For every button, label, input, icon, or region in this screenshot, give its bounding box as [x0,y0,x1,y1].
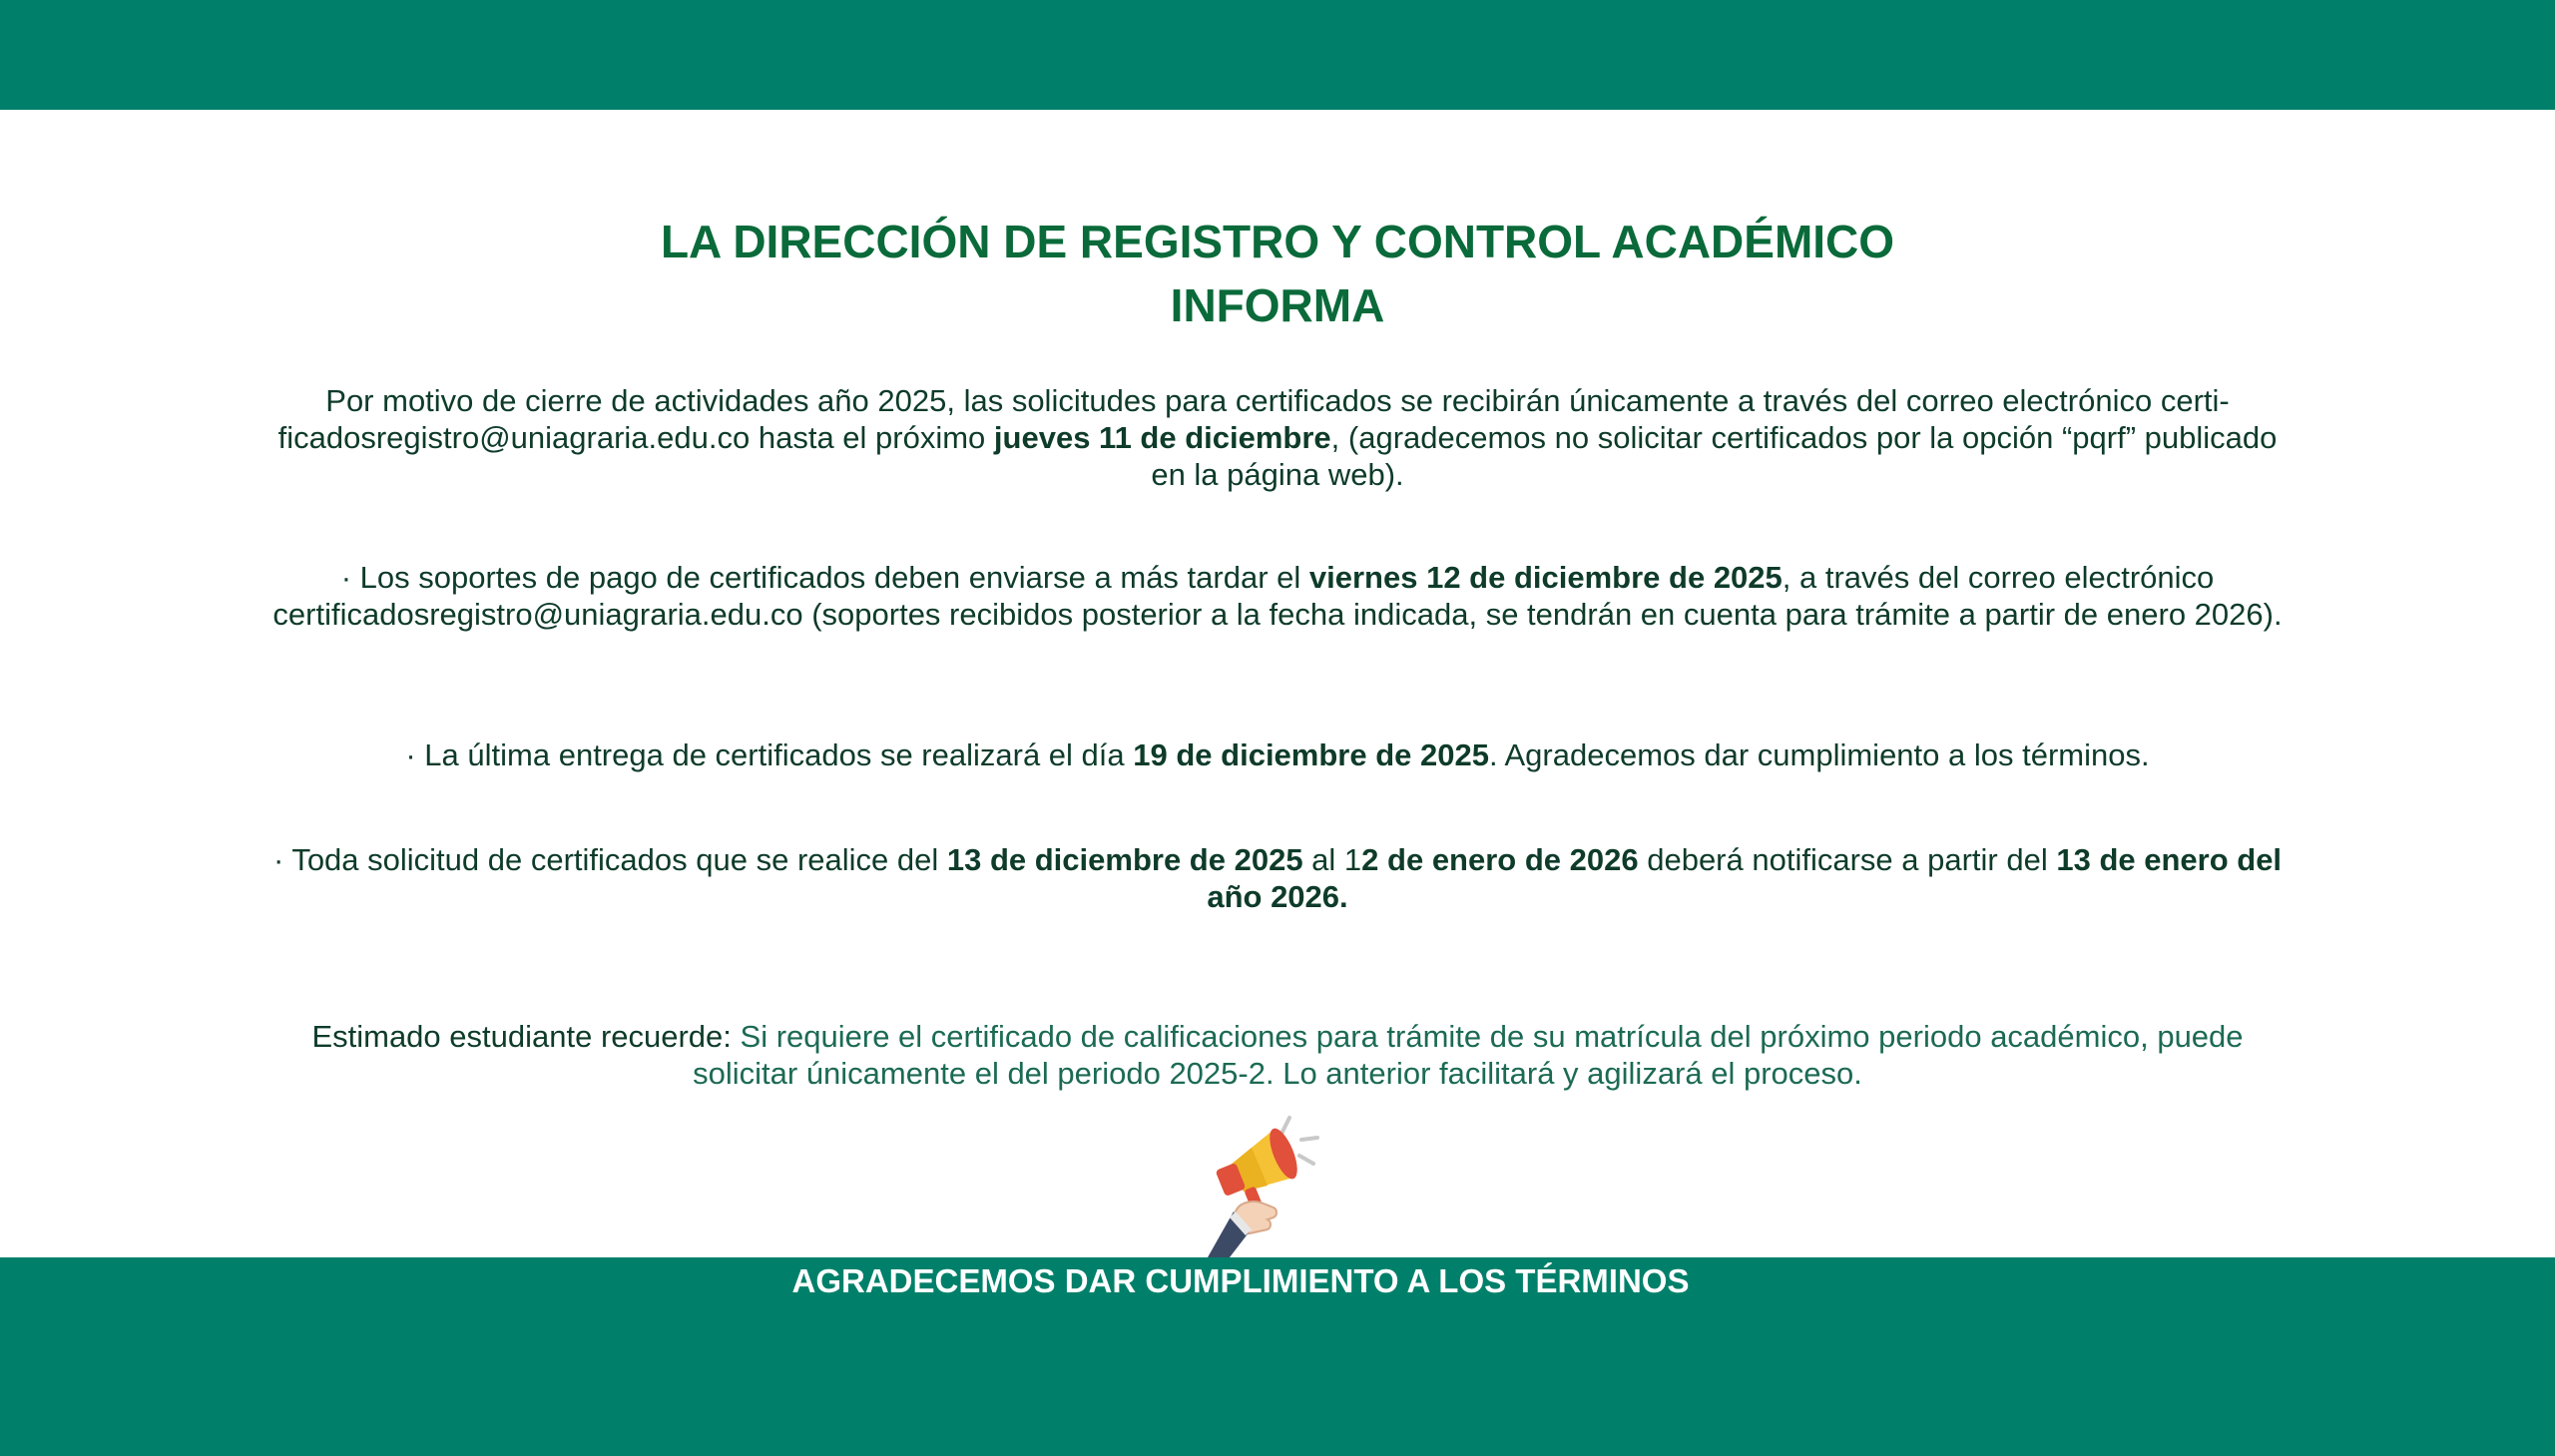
p1-bold-date: jueves 11 de diciembre [993,420,1331,455]
p4-text-a: · Toda solicitud de certificados que se realice del [272,842,947,877]
p4-bold-end: 2 de enero de 2026 [1361,842,1639,877]
p3-text-a: · La última entrega de certificados se realizará el día [405,737,1134,772]
sound-line-1 [1281,1118,1289,1134]
p3-text-b: . Agradecemos dar cumplimiento a los términos. [1488,737,2150,772]
page-title [0,210,2555,337]
p4-text-c: deberá notificarse a partir del [1638,842,2057,877]
p4-bold-start: 13 de diciembre de 2025 [946,842,1303,877]
title-line-1: LA DIRECCIÓN DE REGISTRO Y CONTROL ACADÉMICO [660,216,1895,267]
p1-text-a: Por motivo de cierre de actividades año 2025, las solicitudes para certificados se recibirán únicamente a través del correo electrónico certi-ficadosregistro@uniagraria.edu.co hasta el próximo [277,383,2230,455]
p2-bold-date: viernes 12 de diciembre de 2025 [1308,560,1783,595]
p1-text-b: , (agradecemos no solicitar certificados por la opción “pqrf” publicado en la página web). [1151,420,2278,492]
p2-text-a: · Los soportes de pago de certificados deben enviarse a más tardar el [340,560,1309,595]
title-line-2: INFORMA [1170,279,1385,331]
paragraph-holiday-requests [261,841,2294,915]
paragraph-student-reminder [261,1018,2294,1092]
p3-bold-date: 19 de diciembre de 2025 [1133,737,1489,772]
paragraph-payment-supports [261,559,2294,633]
sound-line-2 [1301,1138,1317,1140]
p4-text-b: al 1 [1302,842,1362,877]
p4-bold-notify: 13 de enero del año 2026. [1207,842,2283,914]
sound-line-3 [1299,1156,1313,1164]
p2-text-b: , a través del correo electrónico certificadosregistro@uniagraria.edu.co (soportes recibidos posterior a la fecha indicada, se tendrán en cuenta para trámite a partir de enero 2026). [272,560,2283,632]
megaphone-icon [1178,1108,1337,1257]
top-green-bar [0,0,2555,110]
paragraph-email-requests [261,382,2294,493]
reminder-lead: Estimado estudiante recuerde: [311,1019,732,1054]
footer-message: AGRADECEMOS DAR CUMPLIMIENTO A LOS TÉRMINOS [791,1262,1690,1299]
paragraph-last-delivery [261,736,2294,773]
reminder-text: Si requiere el certificado de calificaciones para trámite de su matrícula del próximo periodo académico, puede solicitar únicamente el del periodo 2025-2. Lo anterior facilitará y agilizará el proceso. [693,1019,2244,1091]
